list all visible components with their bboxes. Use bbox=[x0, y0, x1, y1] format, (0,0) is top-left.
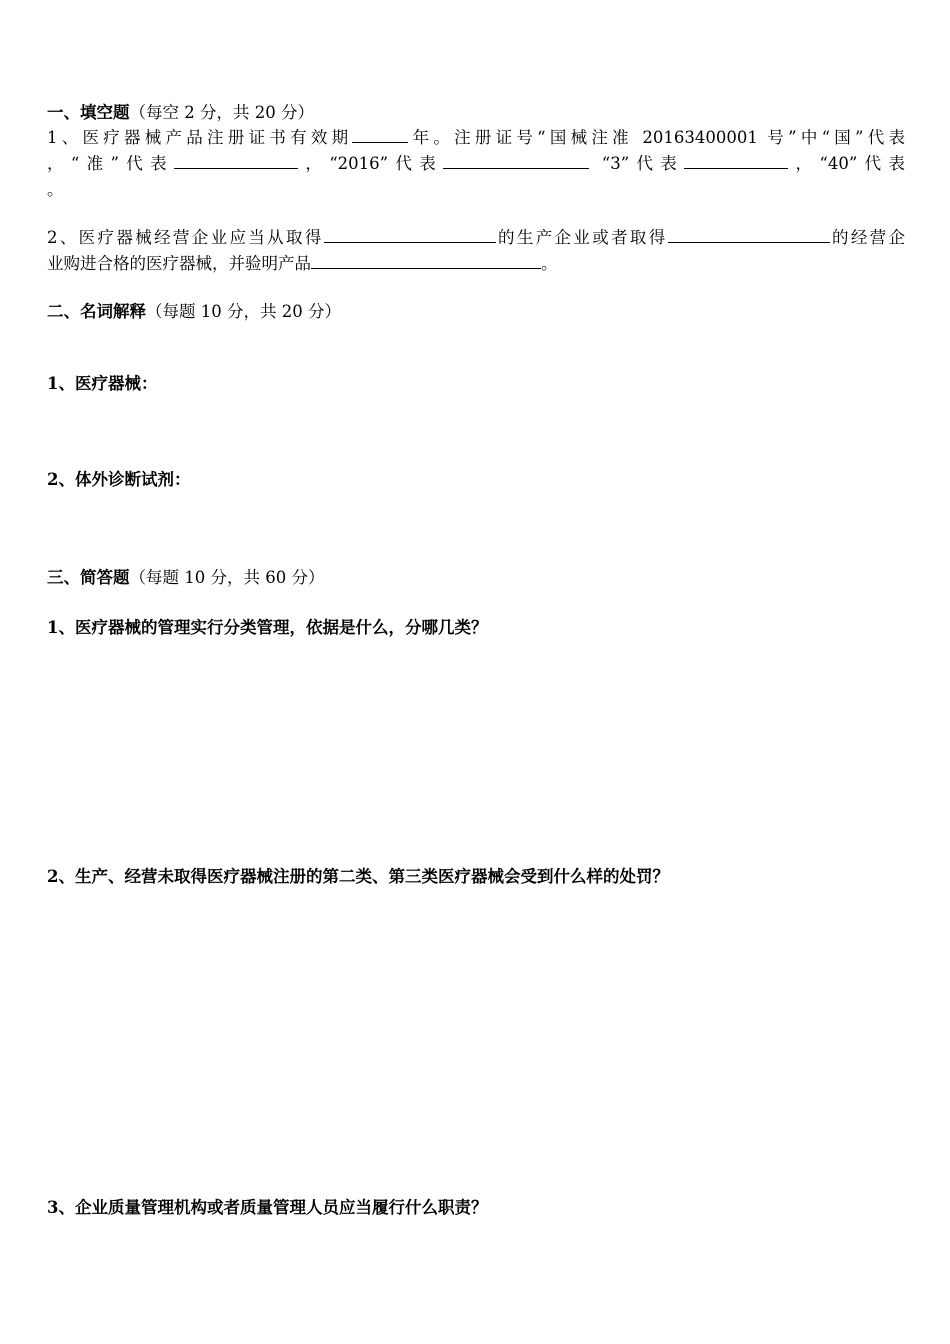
section1-note: （每空 2 分，共 20 分） bbox=[129, 103, 314, 122]
section2-title: 二、名词解释 bbox=[47, 302, 146, 321]
fill-q1-blank-2016[interactable] bbox=[443, 152, 589, 169]
fill-q1-text-g: 。 bbox=[47, 180, 64, 199]
fill-q2-text-d: 业购进合格的医疗器械，并验明产品 bbox=[47, 254, 311, 273]
fill-q1-text-d: ，“2016”代表 bbox=[298, 154, 444, 173]
answer-area-short-1[interactable] bbox=[47, 645, 905, 845]
answer-area-short-2[interactable] bbox=[47, 895, 905, 1185]
section2-heading bbox=[47, 299, 905, 325]
fill-q1-blank-validity[interactable] bbox=[352, 126, 408, 143]
section2-note: （每题 10 分，共 20 分） bbox=[146, 302, 341, 321]
fill-question-1-line2 bbox=[47, 151, 905, 177]
answer-area-term-1[interactable] bbox=[47, 390, 905, 460]
section1-heading bbox=[47, 100, 905, 126]
fill-question-2-line2 bbox=[47, 251, 905, 277]
fill-question-2-line1 bbox=[47, 225, 905, 251]
fill-q2-blank-producer[interactable] bbox=[324, 226, 496, 243]
answer-area-term-2[interactable] bbox=[47, 495, 905, 555]
fill-q2-blank-distributor[interactable] bbox=[668, 226, 830, 243]
fill-q1-text-e: “3”代表 bbox=[601, 154, 685, 173]
term-question-1: 1、医疗器械： bbox=[47, 374, 158, 393]
short-answer-question-1: 1、医疗器械的管理实行分类管理，依据是什么，分哪几类？ bbox=[47, 618, 488, 637]
fill-q1-text-b: 年。注册证号“国械注准 20163400001 号”中“国”代表 bbox=[408, 128, 905, 147]
fill-q2-text-b: 的生产企业或者取得 bbox=[495, 228, 668, 247]
fill-q2-text-c: 的经营企 bbox=[829, 228, 906, 247]
fill-q2-text-e: 。 bbox=[541, 254, 558, 273]
fill-q1-blank-zhun[interactable] bbox=[174, 152, 298, 169]
fill-q1-text-a: 1、医疗器械产品注册证书有效期 bbox=[47, 128, 353, 147]
section3-note: （每题 10 分，共 60 分） bbox=[129, 568, 325, 587]
section3-heading bbox=[47, 565, 905, 591]
term-question-2: 2、体外诊断试剂： bbox=[47, 470, 191, 489]
fill-q1-text-f: ，“40”代表 bbox=[788, 154, 905, 173]
answer-area-short-3[interactable] bbox=[47, 1225, 905, 1325]
short-answer-question-2: 2、生产、经营未取得医疗器械注册的第二类、第三类医疗器械会受到什么样的处罚？ bbox=[47, 867, 669, 886]
section3-title: 三、简答题 bbox=[47, 568, 130, 587]
fill-question-1-line1 bbox=[47, 125, 905, 151]
section1-title: 一、填空题 bbox=[47, 103, 130, 122]
fill-q2-blank-verify[interactable] bbox=[311, 252, 541, 269]
short-answer-question-3: 3、企业质量管理机构或者质量管理人员应当履行什么职责？ bbox=[47, 1198, 488, 1217]
fill-q1-blank-3[interactable] bbox=[684, 152, 788, 169]
fill-question-1-line3 bbox=[47, 177, 905, 203]
fill-q2-text-a: 2、医疗器械经营企业应当从取得 bbox=[47, 228, 324, 247]
fill-q1-text-c: ，“准”代表 bbox=[47, 154, 175, 173]
